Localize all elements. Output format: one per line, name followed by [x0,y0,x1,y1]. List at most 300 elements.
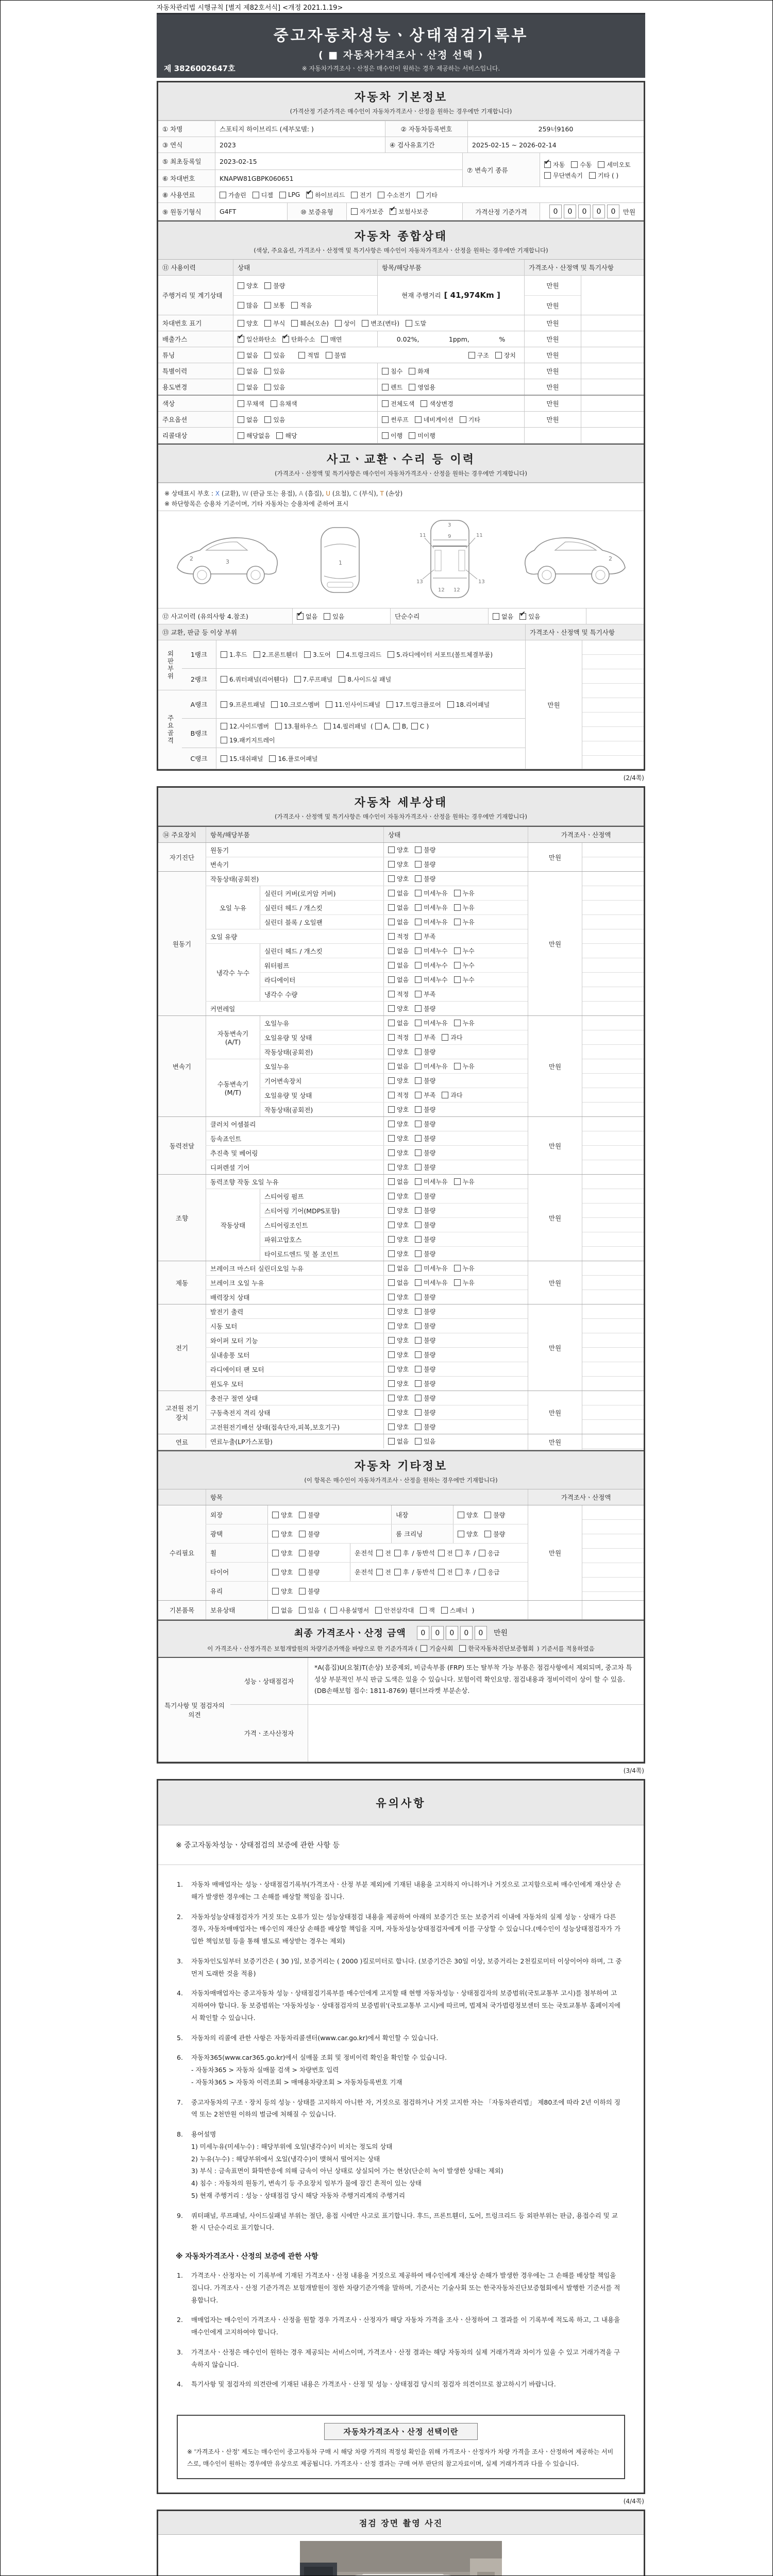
checkbox-option[interactable] [415,1235,435,1244]
notice-item-body [191,2314,623,2338]
checkbox-icon [394,1569,401,1575]
checkbox-option[interactable] [238,319,258,328]
checkbox-option[interactable] [388,1105,409,1114]
checkbox-option[interactable] [415,415,453,424]
checkbox-option[interactable] [415,1033,435,1042]
checkbox-option[interactable] [388,1148,409,1157]
checkbox-icon [409,384,415,391]
checkbox-option[interactable] [415,1148,435,1157]
tire-position-cell: 운전석 전 후 / 동반석 전 후 / 응급 [350,1563,528,1581]
usage-type-options [377,379,524,395]
checkbox-option[interactable] [390,207,428,216]
checkbox-option[interactable] [493,612,513,621]
checkbox-option[interactable] [388,1047,409,1056]
checkbox-option[interactable] [221,754,263,763]
checkbox-option[interactable] [376,1549,391,1557]
checkbox-option[interactable] [460,415,480,424]
checkbox-option[interactable] [415,1047,435,1056]
checkbox-option[interactable] [479,1549,499,1557]
checkbox-icon [388,1279,395,1286]
price-digit-box: 0 [417,1626,429,1640]
checkbox-option[interactable] [388,946,409,955]
checkbox-option[interactable] [238,301,258,310]
checkbox-icon [454,962,461,969]
checkbox-label: 12.사이드멤버 [229,723,270,730]
checkbox-option[interactable] [415,1365,435,1374]
checkbox-option[interactable] [220,191,246,199]
checkbox-option[interactable] [388,1076,409,1085]
checkbox-option[interactable] [271,700,320,709]
checkbox-option[interactable] [415,1004,435,1013]
checkbox-option[interactable] [330,1606,369,1615]
checkbox-option[interactable] [272,1530,293,1538]
checkbox-option[interactable] [386,700,441,709]
checkbox-option[interactable] [388,903,409,912]
checkbox-option[interactable] [458,1511,478,1519]
checkbox-option[interactable] [326,351,346,360]
checkbox-option[interactable] [415,1264,447,1273]
checkbox-option[interactable] [388,1134,409,1143]
accident-history-options [292,608,390,624]
checkbox-option[interactable] [415,889,447,897]
col-header: ⑭ 주요장치 [158,827,206,842]
remark-cell [582,1434,644,1450]
checkbox-option[interactable] [415,1321,435,1330]
checkbox-option[interactable] [264,367,285,376]
legend-token: W [242,490,249,497]
checkbox-option[interactable] [238,351,258,360]
checkbox-option[interactable] [454,889,475,897]
checkbox-label: 양호 [397,875,409,883]
base-price-value [540,203,644,220]
checkbox-icon [415,1323,422,1329]
checkbox-option[interactable] [479,1568,499,1577]
checkbox-option[interactable] [304,650,331,659]
outer-panel-label: 외판부위 [158,640,182,690]
checkbox-option[interactable] [388,1422,409,1431]
checkbox-option[interactable] [264,351,285,360]
checkbox-label: 렌트 [391,383,403,391]
checkbox-option[interactable] [415,903,447,912]
checkbox-option[interactable] [294,675,333,684]
checkbox-label: 있음 [273,351,285,359]
checkbox-option[interactable] [415,961,447,970]
checkbox-option[interactable] [442,1033,462,1042]
checkbox-option[interactable] [415,845,435,854]
checkbox-option[interactable] [589,171,618,180]
checkbox-option[interactable] [321,335,342,344]
price-digit-box: 0 [607,205,619,218]
checkbox-label: 양호 [397,1005,409,1012]
checkbox-option[interactable] [272,1549,293,1557]
checkbox-option[interactable] [420,1606,435,1615]
checkbox-option[interactable] [388,932,409,941]
checkbox-option[interactable] [324,612,344,621]
checkbox-option[interactable] [454,961,475,970]
detail-group-brake: 제동 브레이크 마스터 실린더오일 누유 없음 미세누유 누유 브레이크 오일 누유 없음 미세누유 누유 배력장치 상태 양호 불량 만원 [158,1261,644,1304]
checkbox-option[interactable] [388,975,409,984]
checkbox-option[interactable] [272,1606,293,1615]
checkbox-label: 불법 [334,351,346,359]
checkbox-option[interactable] [221,650,247,659]
checkbox-option[interactable] [454,1177,475,1186]
overall-status-header [158,221,644,260]
checkbox-label: LPG [288,191,300,198]
checkbox-option[interactable] [421,399,453,408]
checkbox-option[interactable] [337,650,381,659]
checkbox-option[interactable] [415,918,447,926]
checkbox-icon [382,400,389,407]
notice-item [177,1955,623,1980]
checkbox-option[interactable] [382,367,402,376]
checkbox-option[interactable] [264,319,285,328]
notice-items-2 [158,2263,644,2402]
checkbox-label: 스패너 [449,1606,468,1614]
checkbox-option[interactable] [388,1350,409,1359]
notice-item-text: 가격조사ㆍ산정은 매수인이 원하는 경우 제공되는 서비스이며, 가격조사ㆍ산정 결과는 해당 자동차의 실제 거래가격과 차이가 있을 수 있고 거래가격을 구속하지 않습니다. [191,2348,620,2368]
checkbox-option[interactable] [299,1549,320,1557]
checkbox-option[interactable] [362,319,399,328]
checkbox-option[interactable] [264,281,285,290]
checkbox-label: 불량 [424,1395,436,1402]
checkbox-option[interactable] [388,1091,409,1099]
checkbox-option[interactable] [388,1379,409,1388]
notice-item-body [191,1987,623,2024]
checkbox-icon [388,1438,395,1445]
checkbox-option[interactable] [388,1264,409,1273]
simple-repair-options [488,608,586,624]
checkbox-option[interactable] [388,1249,409,1258]
checkbox-option[interactable] [415,1293,435,1301]
checkbox-label: 잭 [429,1606,435,1614]
checkbox-option[interactable] [415,1019,447,1027]
checkbox-option[interactable] [441,1606,468,1615]
checkbox-option[interactable] [299,1530,320,1538]
checkbox-option[interactable] [415,1062,447,1071]
checkbox-label: 없음 [246,367,259,375]
checkbox-option[interactable] [454,975,475,984]
col-header: ⑪ 사용이력 [162,264,196,272]
checkbox-option[interactable] [438,1549,453,1557]
checkbox-option[interactable] [456,1568,470,1577]
remark-cell [581,315,644,331]
checkbox-option[interactable] [221,675,288,684]
checkbox-option[interactable] [291,301,312,310]
checkbox-option[interactable] [415,1120,435,1128]
checkbox-option[interactable] [382,383,402,392]
checkbox-option[interactable] [326,700,380,709]
checkbox-option[interactable] [415,990,435,998]
checkbox-option[interactable] [376,1568,391,1577]
checkbox-option[interactable] [454,1019,475,1027]
checkbox-option[interactable] [306,191,345,199]
checkbox-icon [291,320,298,327]
checkbox-option[interactable] [388,1293,409,1301]
price-cell: 만원 [524,295,581,315]
checkbox-option[interactable] [264,301,285,310]
title-band [157,13,645,78]
checkbox-option[interactable] [415,1134,435,1143]
checkbox-option[interactable] [388,918,409,926]
checkbox-label: 없음 [397,976,409,984]
checkbox-label: 누유 [462,1063,475,1070]
checkbox-option[interactable] [388,1062,409,1071]
checkbox-option[interactable] [415,1206,435,1215]
checkbox-option[interactable] [388,889,409,897]
checkbox-option[interactable] [221,722,269,731]
checkbox-label: 해당 [285,432,297,439]
checkbox-option[interactable] [415,932,435,941]
notice-item-text: 쿼터패널, 루프패널, 사이드실패널 부위는 절단, 용접 시에만 사고로 표기합니다. 후드, 프론트휀더, 도어, 트렁크리드 등 외판부위는 판금, 용접수리 및 교환 시 단순수리로 표기합니다. [191,2211,618,2232]
checkbox-option[interactable] [459,1644,534,1653]
checkbox-option[interactable] [382,415,409,424]
checkbox-option[interactable] [454,1264,475,1273]
checkbox-label: 18.리어패널 [456,701,490,708]
checkbox-icon [279,192,286,198]
checkbox-icon [388,1323,395,1329]
checkbox-option[interactable] [238,367,258,376]
checkbox-option[interactable] [394,1549,409,1557]
checkbox-option[interactable] [598,160,630,169]
checkbox-option[interactable] [415,1307,435,1316]
checkbox-label: 없음 [281,1606,293,1614]
checkbox-option[interactable] [388,874,409,883]
checkbox-icon [238,282,244,289]
checkbox-option[interactable] [544,160,565,169]
checkbox-icon [264,302,271,309]
checkbox-option[interactable] [238,281,258,290]
notice-item-number: 4. [177,2380,183,2388]
checkbox-option[interactable] [388,1206,409,1215]
checkbox-option[interactable] [238,431,270,440]
checkbox-option[interactable] [221,700,265,709]
checkbox-option[interactable] [484,1530,505,1538]
checkbox-option[interactable] [378,191,410,199]
checkbox-option[interactable] [415,1163,435,1172]
checkbox-option[interactable] [351,191,372,199]
checkbox-option[interactable] [388,1307,409,1316]
checkbox-option[interactable] [415,1177,447,1186]
checkbox-icon [415,1250,422,1257]
checkbox-option[interactable] [221,736,275,744]
checkbox-option[interactable] [388,1235,409,1244]
checkbox-option[interactable] [275,722,317,731]
checkbox-icon [394,1550,401,1556]
checkbox-option[interactable] [415,1379,435,1388]
checkbox-option[interactable] [388,1177,409,1186]
checkbox-icon [388,933,395,940]
checkbox-option[interactable] [388,1033,409,1042]
checkbox-option[interactable] [272,1587,293,1596]
checkbox-option[interactable] [456,1549,470,1557]
checkbox-option[interactable] [388,1120,409,1128]
checkbox-option[interactable] [409,383,435,392]
checkbox-label: 양호 [397,1395,409,1402]
checkbox-option[interactable] [388,1004,409,1013]
table-row-color [158,395,644,411]
checkbox-option[interactable] [415,1437,435,1446]
checkbox-option[interactable] [415,1076,435,1085]
checkbox-label: 자가보증 [360,208,384,215]
checkbox-option[interactable] [335,319,356,328]
checkbox-option[interactable] [415,1408,435,1417]
svg-text:11: 11 [476,533,483,538]
checkbox-option[interactable] [253,191,273,199]
checkbox-option[interactable] [299,1606,320,1615]
checkbox-option[interactable] [468,351,489,360]
checkbox-option[interactable] [238,399,264,408]
checkbox-option[interactable] [454,903,475,912]
checkbox-label: 양호 [246,319,259,327]
checkbox-option[interactable] [238,415,258,424]
checkbox-option[interactable] [388,1321,409,1330]
checkbox-icon [388,962,395,969]
checkbox-option[interactable] [458,1530,478,1538]
checkbox-option[interactable] [442,1091,462,1099]
checkbox-option[interactable] [415,1221,435,1229]
notice-item-body [191,2052,623,2088]
checkbox-option[interactable] [291,319,329,328]
checkbox-label: 양호 [397,846,409,854]
checkbox-option[interactable] [394,1568,409,1577]
checkbox-option[interactable] [388,1394,409,1402]
checkbox-option[interactable] [415,1350,435,1359]
checkbox-option[interactable] [415,1422,435,1431]
checkbox-option[interactable] [264,383,285,392]
checkbox-option[interactable] [388,990,409,998]
checkbox-icon [335,320,342,327]
checkbox-option[interactable] [454,946,475,955]
checkbox-option[interactable] [438,1568,453,1577]
checkbox-label: 적정 [397,1092,409,1099]
checkbox-option[interactable] [415,1091,435,1099]
checkbox-option[interactable] [495,351,516,360]
checkbox-option[interactable] [351,207,383,216]
checkbox-option[interactable] [415,1105,435,1114]
checkbox-option[interactable] [388,961,409,970]
checkbox-option[interactable] [276,431,297,440]
checkbox-option[interactable] [388,845,409,854]
checkbox-option[interactable] [299,1568,320,1577]
remark-cell [581,428,644,443]
checkbox-option[interactable] [272,1511,293,1519]
checkbox-option[interactable] [415,874,435,883]
checkbox-option[interactable] [519,612,540,621]
checkbox-icon [388,1207,395,1214]
checkbox-icon [447,701,454,708]
checkbox-option[interactable] [415,1249,435,1258]
checkbox-option[interactable] [415,1278,447,1287]
car-diagram-top [398,516,501,603]
checkbox-option[interactable] [409,431,435,440]
checkbox-option[interactable] [375,1606,414,1615]
misc-group-basic-items: 기본품목 보유상태 없음 있음 ( 사용설명서 안전삼각대 잭 스패너 ) [158,1600,644,1620]
checkbox-option[interactable] [484,1511,505,1519]
checkbox-option[interactable] [415,1394,435,1402]
checkbox-option[interactable] [393,723,408,730]
pillar-options [375,723,424,730]
checkbox-option[interactable] [264,415,285,424]
checkbox-label: 불량 [273,282,285,290]
checkbox-option[interactable] [254,650,298,659]
checkbox-option[interactable] [388,1408,409,1417]
checkbox-option[interactable] [279,191,300,198]
checkbox-label: 8.사이드실 패널 [347,675,392,683]
checkbox-icon [415,1380,422,1387]
checkbox-icon [388,1063,395,1070]
checkbox-option[interactable] [415,1336,435,1345]
checkbox-option[interactable] [388,1192,409,1200]
checkbox-option[interactable] [415,1192,435,1200]
checkbox-option[interactable] [388,1221,409,1229]
photo-area [158,2535,644,2576]
checkbox-option[interactable] [454,1278,475,1287]
checkbox-option[interactable] [382,431,402,440]
checkbox-option[interactable] [411,723,424,730]
checkbox-label: 없음 [397,904,409,911]
checkbox-option[interactable] [238,383,258,392]
checkbox-icon [221,737,227,743]
checkbox-option[interactable] [238,335,276,344]
checkbox-option[interactable] [544,171,583,180]
checkbox-icon [253,192,259,198]
checkbox-label: 불량 [424,1077,436,1084]
checkbox-option[interactable] [324,722,366,731]
checkbox-label: 색상변경 [429,400,453,408]
checkbox-option[interactable] [282,335,315,344]
checkbox-option[interactable] [388,1365,409,1374]
page-marker: (4/4쪽) [623,2497,644,2505]
checkbox-label: 기술사회 [429,1645,453,1652]
checkbox-option[interactable] [415,946,447,955]
checkbox-option[interactable] [417,191,438,199]
checkbox-option[interactable] [415,860,435,869]
checkbox-option[interactable] [454,918,475,926]
wheel-position-cell: 운전석 전 후 / 동반석 전 후 / 응급 [350,1544,528,1562]
checkbox-option[interactable] [299,1511,320,1519]
checkbox-option[interactable] [454,1062,475,1071]
checkbox-option[interactable] [406,319,426,328]
checkbox-label: 17.트렁크플로어 [395,701,441,708]
checkbox-icon [415,1135,422,1142]
checkbox-option[interactable] [388,1019,409,1027]
checkbox-option[interactable] [297,612,317,621]
checkbox-option[interactable] [272,1568,293,1577]
checkbox-option[interactable] [415,975,447,984]
checkbox-label: 미세누수 [424,962,448,969]
checkbox-option[interactable] [409,367,429,376]
checkbox-option[interactable] [388,1278,409,1287]
checkbox-option[interactable] [388,1336,409,1345]
checkbox-option[interactable] [388,860,409,869]
checkbox-label: 불량 [424,1337,436,1344]
checkbox-option[interactable] [388,650,493,659]
checkbox-option[interactable] [447,700,490,709]
checkbox-option[interactable] [271,399,297,408]
checkbox-option[interactable] [421,1644,453,1653]
checkbox-option[interactable] [298,351,319,360]
checkbox-option[interactable] [375,723,390,730]
checkbox-option[interactable] [299,1587,320,1596]
checkbox-option[interactable] [339,675,391,684]
checkbox-option[interactable] [388,1163,409,1172]
checkbox-option[interactable] [382,399,414,408]
checkbox-option[interactable] [571,160,592,169]
checkbox-option[interactable] [269,754,317,763]
col-header: 상태 [233,260,377,275]
checkbox-option[interactable] [388,1437,409,1446]
checkbox-icon [238,384,244,391]
